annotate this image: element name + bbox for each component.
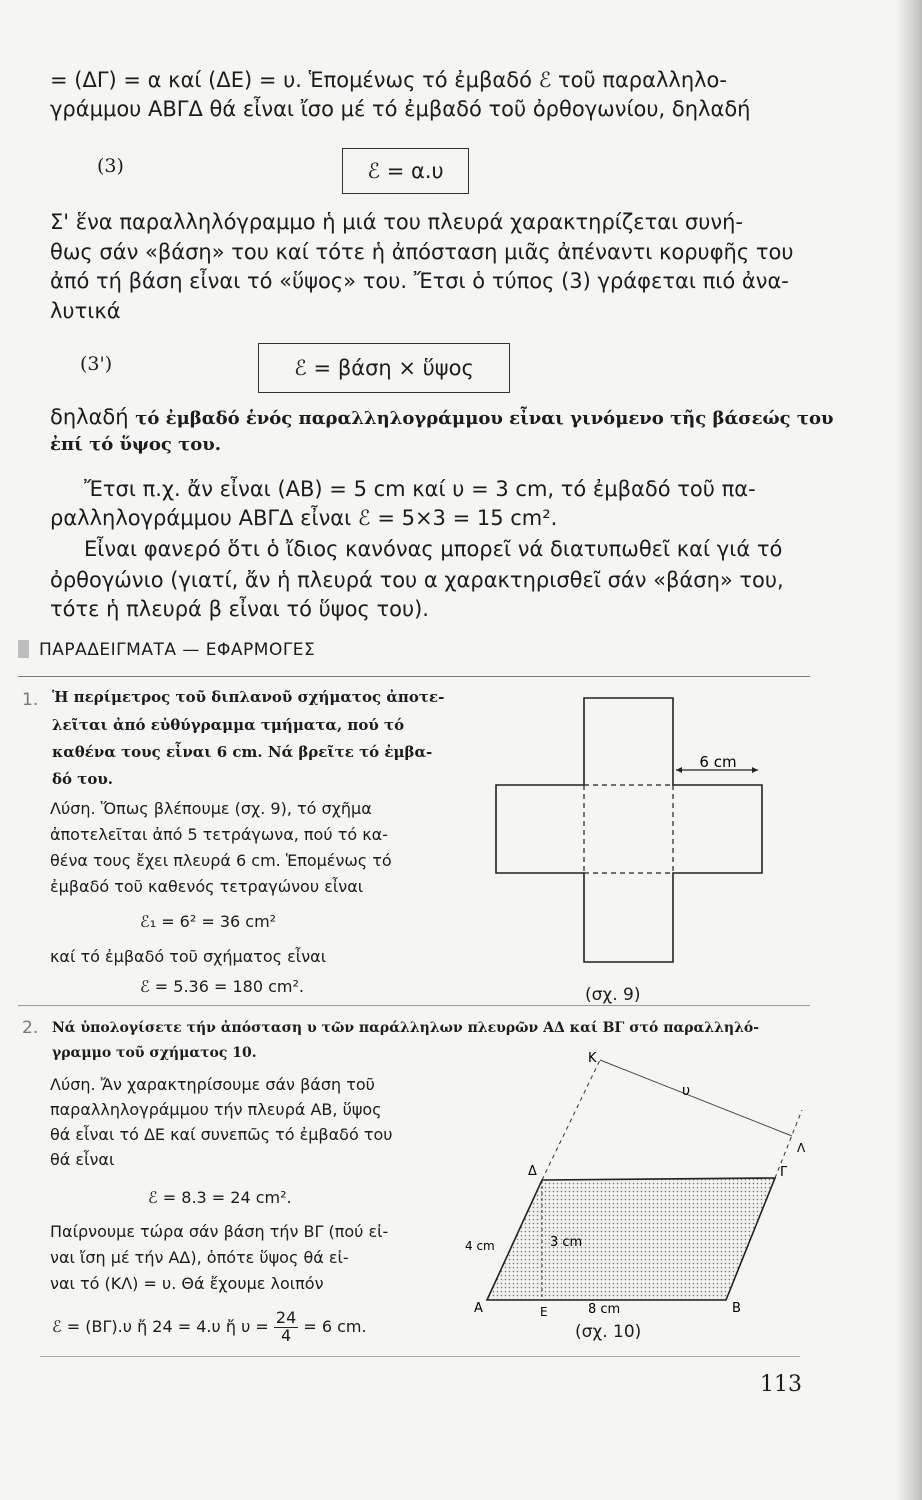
final-equation <box>52 1310 367 1345</box>
divider <box>18 1005 810 1006</box>
text-line: ἀπό τή βάση εἶναι τό «ὕψος» του. Ἔτσι ὁ τύπος (3) γράφεται πιό ἀνα- <box>50 269 789 293</box>
rule-prefix: δηλαδή <box>50 405 136 429</box>
length-ad: 4 cm <box>465 1239 495 1253</box>
rule-bold: τό ἐμβαδό ἑνός παραλληλογράμμου εἶναι γινόμενο τῆς βάσεώς του <box>135 408 834 429</box>
label-a: Α <box>474 1301 483 1316</box>
example-number: 2. <box>22 1018 39 1038</box>
formula-box <box>342 148 469 194</box>
section-marker <box>18 640 29 658</box>
section-header <box>18 640 315 660</box>
denominator: 4 <box>281 1325 292 1345</box>
label-e: Ε <box>540 1305 548 1319</box>
text-line: = (ΔΓ) = α καί (ΔΕ) = υ. Ἑπομένως τό ἐμβαδό ℰ τοῦ παραλληλο- <box>50 68 727 92</box>
dimension-label: 6 cm <box>699 753 737 771</box>
equation-number: (3') <box>80 353 113 375</box>
solution-line: θένα τους ἔχει πλευρά 6 cm. Ἑπομένως τό <box>50 851 392 870</box>
page-edge <box>896 0 922 1500</box>
label-b: Β <box>732 1301 741 1316</box>
example-statement: δό του. <box>52 770 113 788</box>
solution-line: καί τό ἐμβαδό τοῦ σχήματος εἶναι <box>50 947 327 966</box>
formula-box <box>258 343 510 393</box>
label-k: Κ <box>588 1051 597 1066</box>
equation-number: (3) <box>97 155 124 177</box>
solution-line: Παίρνουμε τώρα σάν βάση τήν ΒΓ (πού εἰ- <box>50 1222 389 1241</box>
arrow-head <box>676 767 682 773</box>
text-line: ὀρθογώνιο (γιατί, ἄν ἡ πλευρά του α χαρακτηρισθεῖ σάν «βάση» του, <box>50 568 784 592</box>
text-line: Σ' ἕνα παραλληλόγραμμο ἡ μιά του πλευρά χαρακτηρίζεται συνή- <box>50 210 743 234</box>
solution-line: Λύση. Ἄν χαρακτηρίσουμε σάν βάση τοῦ <box>50 1075 375 1094</box>
formula: ℰ = α.υ <box>367 159 444 183</box>
example-statement: καθένα τους εἶναι 6 cm. Νά βρεῖτε τό ἐμβα- <box>52 743 433 761</box>
extension-ad <box>542 1060 600 1180</box>
figure-cross <box>490 690 780 985</box>
solution-line: θά εἶναι <box>50 1150 115 1169</box>
arrow-head <box>752 767 758 773</box>
solution-line: ναι τό (ΚΛ) = υ. Θά ἔχουμε λοιπόν <box>50 1274 324 1293</box>
equation: ℰ₁ = 6² = 36 cm² <box>140 912 277 931</box>
final-equation-right: = 6 cm. <box>303 1316 367 1336</box>
solution-line: Λύση. Ὅπως βλέπουμε (σχ. 9), τό σχῆμα <box>50 799 372 818</box>
solution-line: ναι ἴση μέ τήν ΑΔ), ὁπότε ὕψος θά εἰ- <box>50 1248 349 1267</box>
text-line: τότε ἡ πλευρά β εἶναι τό ὕψος του). <box>50 597 429 621</box>
text-line: Εἶναι φανερό ὅτι ὁ ἴδιος κανόνας μπορεῖ νά διατυπωθεῖ καί γιά τό <box>84 537 783 561</box>
rule-bold: ἐπί τό ὕψος του. <box>50 434 222 455</box>
example-number: 1. <box>22 690 39 710</box>
example-statement: λεῖται ἀπό εὐθύγραμμα τμήματα, πού τό <box>52 716 405 734</box>
page-number: 113 <box>760 1372 802 1397</box>
cross-outline <box>496 698 762 962</box>
example-statement: Ἡ περίμετρος τοῦ διπλανοῦ σχήματος ἀποτε- <box>52 688 445 706</box>
figure-parallelogram <box>460 1050 810 1350</box>
distance-kl <box>600 1060 792 1136</box>
formula: ℰ = βάση × ὕψος <box>294 356 474 380</box>
figure-caption: (σχ. 10) <box>575 1322 642 1342</box>
equation: ℰ = 8.3 = 24 cm². <box>148 1188 292 1207</box>
fraction <box>274 1310 298 1345</box>
text-line: θως σάν «βάση» του καί τότε ἡ ἀπόσταση μιᾶς ἀπέναντι κορυφῆς του <box>50 240 794 264</box>
length-de: 3 cm <box>550 1235 583 1250</box>
final-equation-left: ℰ = (ΒΓ).υ ἤ 24 = 4.υ ἤ υ = <box>52 1316 269 1336</box>
divider <box>18 676 810 677</box>
text-line: γράμμου ΑΒΓΔ θά εἶναι ἴσο μέ τό ἐμβαδό τοῦ ὀρθογωνίου, δηλαδή <box>50 97 751 121</box>
solution-line: παραλληλογράμμου τήν πλευρά ΑΒ, ὕψος <box>50 1100 382 1119</box>
divider <box>40 1356 800 1357</box>
solution-line: ἀποτελεῖται ἀπό 5 τετράγωνα, πού τό κα- <box>50 825 388 844</box>
label-d: Δ <box>528 1164 537 1179</box>
text-line: λυτικά <box>50 299 121 323</box>
example-statement: γραμμο τοῦ σχήματος 10. <box>52 1045 257 1061</box>
label-g: Γ <box>780 1165 788 1180</box>
equation: ℰ = 5.36 = 180 cm². <box>140 977 304 996</box>
solution-line: θά εἶναι τό ΔΕ καί συνεπῶς τό ἐμβαδό του <box>50 1125 393 1144</box>
parallelogram <box>487 1178 775 1300</box>
numerator: 24 <box>275 1308 297 1327</box>
label-l: Λ <box>797 1141 806 1155</box>
section-title: ΠΑΡΑΔΕΙΓΜΑΤΑ — ΕΦΑΡΜΟΓΕΣ <box>39 640 316 660</box>
rule-line <box>50 405 834 429</box>
solution-line: ἐμβαδό τοῦ καθενός τετραγώνου εἶναι <box>50 877 364 896</box>
text-line: ραλληλογράμμου ΑΒΓΔ εἶναι ℰ = 5×3 = 15 cm². <box>50 506 558 530</box>
text-line: Ἔτσι π.χ. ἄν εἶναι (ΑΒ) = 5 cm καί υ = 3 cm, τό ἐμβαδό τοῦ πα- <box>84 477 756 501</box>
length-ab: 8 cm <box>588 1302 621 1317</box>
figure-caption: (σχ. 9) <box>585 985 641 1005</box>
example-statement: Νά ὑπολογίσετε τήν ἀπόσταση υ τῶν παράλληλων πλευρῶν ΑΔ καί ΒΓ στό παραλληλό- <box>52 1020 760 1036</box>
label-u: υ <box>682 1083 691 1099</box>
